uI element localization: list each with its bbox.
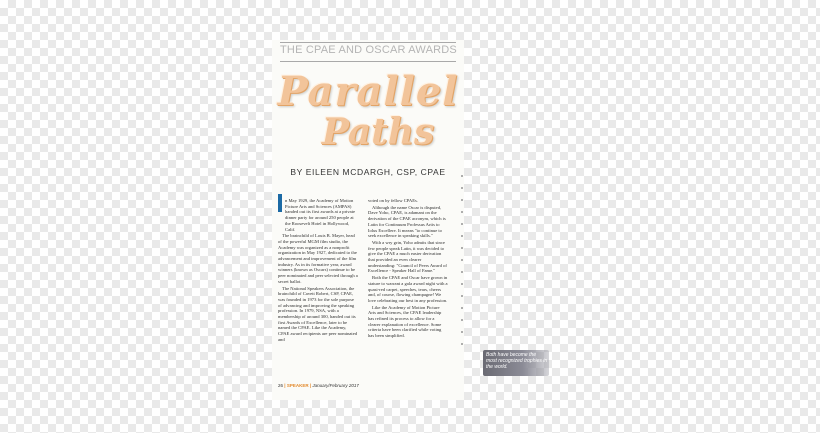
section-kicker: THE CPAE AND OSCAR AWARDS bbox=[280, 44, 457, 56]
paragraph: n May 1929, the Academy of Motion Picture Arts and Sciences (AMPAS) handed out its first awards at a private dinner party for around 250 people at the Roosevelt Hotel in Hollywood, Calif. bbox=[285, 198, 356, 232]
body-column-1 bbox=[278, 198, 358, 344]
page-footer: 26 | SPEAKER | January/February 2017 bbox=[278, 383, 359, 388]
paragraph: Like the Academy of Motion Picture Arts and Sciences, the CPAE leadership has refined its process to allow for a clearer explanation of excellence. Some criteria have been clarified while voting has been simplified. bbox=[368, 304, 442, 339]
byline: BY EILEEN MCDARGH, CSP, CPAE bbox=[290, 167, 446, 177]
top-rule bbox=[280, 42, 456, 43]
body-column-2 bbox=[368, 198, 448, 340]
caption-text: Both have become the most recognized trophies in the world. bbox=[486, 352, 548, 370]
paragraph: The National Speakers Association, the brainchild of Cavett Robert, CSP, CPAE, was founded in 1973 for the sole purpose of advancing and improving the speaking profession. In 1979, NSA, with a membership of around 300, handed out its first Awards of Excellence, later to be named the CPAE. Like the Academy, CPAE award recipients are peer nominated and bbox=[278, 285, 358, 342]
paragraph: Both the CPAE and Oscar have grown in stature to warrant a gala award night with a quasi-red carpet, speeches, tears, cheers and, of course, flowing champagne! We love celebrating our best in any profession. bbox=[368, 275, 448, 303]
magazine-name: SPEAKER bbox=[286, 383, 309, 388]
page-number: 26 bbox=[278, 383, 284, 388]
paragraph: The brainchild of Louis B. Mayer, head of the powerful MGM film studio, the Academy was organized as a nonprofit organization in May 1927, dedicated to the advancement and improvement of the film industry. As in its formative year, award winners (known as Oscars) continue to be peer nominated and peer selected through a secret ballot. bbox=[278, 233, 358, 284]
paragraph: Although the name Oscar is disputed, Dave Yoho, CPAE, is adamant on the derivation of the CPAE acronym, which is Latin for Continuum Professus Artis to Iolus Excellere. It means "to continue to seek excellence in speaking skills." bbox=[368, 204, 446, 239]
paragraph: voted on by fellow CPAEs. bbox=[368, 198, 418, 203]
photo-caption bbox=[483, 350, 549, 376]
page-edge-marks bbox=[461, 170, 463, 350]
title-line-1: Parallel bbox=[277, 68, 459, 115]
title-line-2: Paths bbox=[321, 111, 435, 153]
magazine-page bbox=[272, 40, 464, 400]
kicker-underline bbox=[280, 61, 456, 62]
issue-date: January/February 2017 bbox=[312, 383, 359, 388]
paragraph: With a wry grin, Yoho admits that since few people speak Latin, it was decided to give the CPAE a much easier derivation that provided an even clearer understanding: "Council of Peers Award of Excellence - Speaker Hall of Fame." bbox=[368, 239, 447, 274]
